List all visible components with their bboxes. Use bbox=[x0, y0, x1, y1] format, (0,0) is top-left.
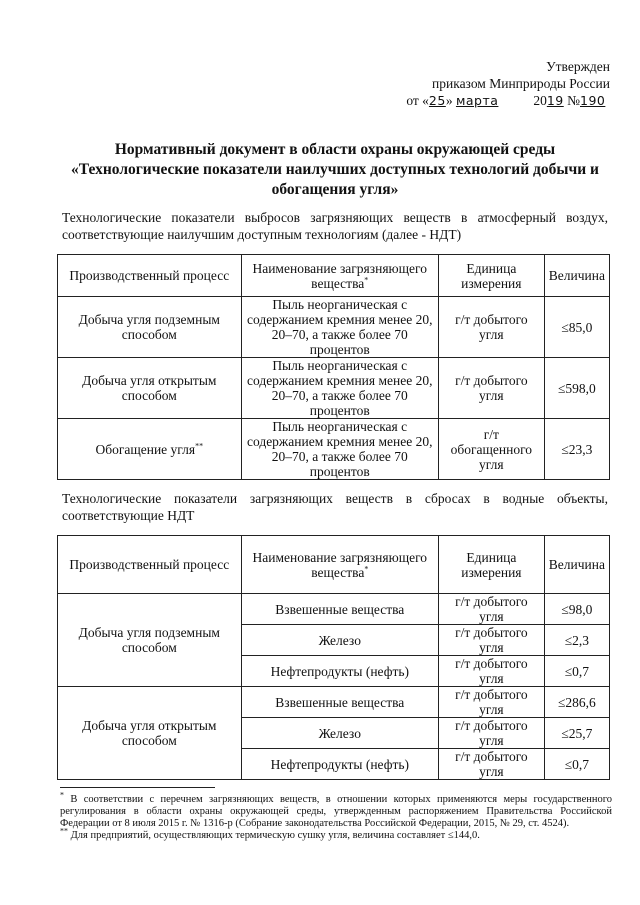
row-substance: Железо bbox=[241, 625, 438, 656]
footnote-1-mark: * bbox=[60, 790, 64, 800]
approval-line2: приказом Минприроды России bbox=[432, 76, 610, 91]
title-line1: Нормативный документ в области охраны окружающей среды bbox=[114, 141, 556, 158]
table-row bbox=[58, 419, 610, 480]
footnotes bbox=[60, 790, 613, 842]
footnote-divider bbox=[60, 787, 215, 788]
header-unit: Единица измерения bbox=[439, 536, 545, 594]
header-substance-mark: * bbox=[364, 564, 369, 573]
approval-year-prefix: 20 bbox=[533, 93, 547, 108]
approval-year-suffix: 19 bbox=[546, 93, 564, 108]
row-substance: Нефтепродукты (нефть) bbox=[241, 656, 438, 687]
emissions-table bbox=[57, 254, 610, 480]
approval-from-label: от « bbox=[406, 93, 429, 108]
row-substance: Пыль неорганическая с содержанием кремния менее 20, 20–70, а также более 70 процентов bbox=[241, 419, 438, 480]
approval-month: марта bbox=[455, 93, 499, 108]
footnote-1-text: В соответствии с перечнем загрязняющих веществ, в отношении которых применяются меры государственного регулирования в области охраны окружающей среды, утвержденным распоряжением Правительства Российской Федерации от 8 июля 2015 г. № 1316-р (Собрание законодательства Российской Федерации, 2015, № 29, ст. 4524). bbox=[60, 794, 613, 829]
row-value: ≤23,3 bbox=[544, 419, 609, 480]
header-substance-text: Наименование загрязняющего вещества bbox=[252, 260, 427, 291]
row-value: ≤98,0 bbox=[544, 594, 609, 625]
emissions-header-row bbox=[58, 255, 610, 297]
row-process-text: Обогащение угля bbox=[95, 441, 196, 457]
group-process: Добыча угля подземным способом bbox=[58, 594, 242, 687]
row-value: ≤0,7 bbox=[544, 749, 609, 780]
header-value: Величина bbox=[544, 255, 609, 297]
header-substance bbox=[241, 255, 438, 297]
footnote-2-text: Для предприятий, осуществляющих термическую сушку угля, величина составляет ≤144,0. bbox=[70, 830, 480, 841]
table-row bbox=[58, 594, 610, 625]
row-unit: г/т добытого угля bbox=[438, 358, 544, 419]
row-unit: г/т обогащенного угля bbox=[438, 419, 544, 480]
row-unit: г/т добытого угля bbox=[439, 687, 545, 718]
discharges-intro: Технологические показатели загрязняющих веществ в сбросах в водные объекты, соответствующие НДТ bbox=[62, 491, 608, 523]
row-substance: Железо bbox=[241, 718, 438, 749]
row-unit: г/т добытого угля bbox=[439, 594, 545, 625]
header-unit: Единица измерения bbox=[438, 255, 544, 297]
row-substance: Взвешенные вещества bbox=[241, 594, 438, 625]
footnote-1 bbox=[60, 790, 613, 830]
row-value: ≤598,0 bbox=[544, 358, 609, 419]
row-value: ≤2,3 bbox=[544, 625, 609, 656]
table-row bbox=[58, 687, 610, 718]
approval-date-line bbox=[406, 92, 610, 109]
approval-block bbox=[406, 58, 610, 109]
header-process: Производственный процесс bbox=[58, 536, 242, 594]
row-substance: Пыль неорганическая с содержанием кремния менее 20, 20–70, а также более 70 процентов bbox=[241, 297, 438, 358]
row-value: ≤85,0 bbox=[544, 297, 609, 358]
title-line2: «Технологические показатели наилучших доступных технологий добычи и bbox=[71, 161, 599, 178]
approval-line1: Утвержден bbox=[546, 59, 610, 74]
group-process: Добыча угля открытым способом bbox=[58, 687, 242, 780]
row-process bbox=[58, 419, 242, 480]
row-value: ≤25,7 bbox=[544, 718, 609, 749]
table-row bbox=[58, 358, 610, 419]
row-process: Добыча угля подземным способом bbox=[58, 297, 242, 358]
row-process-mark: ** bbox=[195, 441, 204, 450]
header-substance bbox=[241, 536, 438, 594]
document-title bbox=[60, 140, 610, 200]
row-unit: г/т добытого угля bbox=[438, 297, 544, 358]
approval-day: 25 bbox=[428, 93, 446, 108]
footnote-2 bbox=[60, 826, 612, 842]
row-substance: Взвешенные вещества bbox=[241, 687, 438, 718]
row-unit: г/т добытого угля bbox=[439, 625, 545, 656]
row-unit: г/т добытого угля bbox=[439, 749, 545, 780]
table-row bbox=[58, 297, 610, 358]
approval-number: 190 bbox=[580, 93, 606, 108]
header-substance-mark: * bbox=[364, 275, 369, 284]
row-process: Добыча угля открытым способом bbox=[58, 358, 242, 419]
approval-number-label: № bbox=[567, 93, 580, 108]
row-value: ≤286,6 bbox=[544, 687, 609, 718]
emissions-intro: Технологические показатели выбросов загрязняющих веществ в атмосферный воздух, соответствующие наилучшим доступным технологиям (далее - НДТ) bbox=[62, 210, 608, 242]
row-value: ≤0,7 bbox=[544, 656, 609, 687]
header-substance-text: Наименование загрязняющего вещества bbox=[252, 549, 428, 580]
row-substance: Пыль неорганическая с содержанием кремния менее 20, 20–70, а также более 70 процентов bbox=[241, 358, 438, 419]
row-unit: г/т добытого угля bbox=[439, 718, 545, 749]
discharges-header-row bbox=[58, 536, 610, 594]
row-substance: Нефтепродукты (нефть) bbox=[241, 749, 438, 780]
discharges-table bbox=[57, 535, 610, 780]
title-line3: обогащения угля» bbox=[271, 181, 399, 198]
footnote-2-mark: ** bbox=[60, 826, 68, 836]
header-process: Производственный процесс bbox=[58, 255, 242, 297]
header-value: Величина bbox=[544, 536, 609, 594]
approval-close-quote: » bbox=[445, 93, 453, 108]
row-unit: г/т добытого угля bbox=[439, 656, 545, 687]
